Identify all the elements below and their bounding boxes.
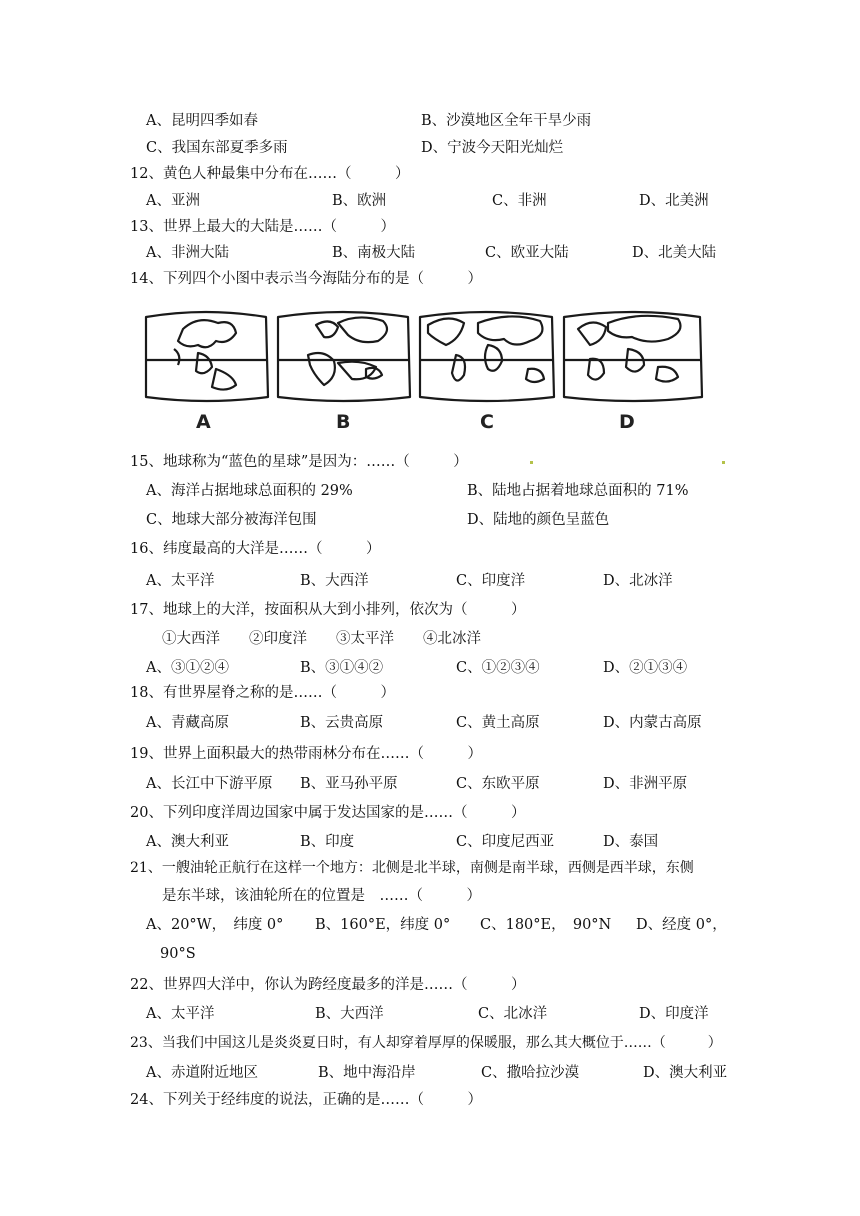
q21-option-a: A、20°W， 纬度 0° (146, 917, 284, 933)
q15-option-c: C、地球大部分被海洋包围 (146, 512, 317, 528)
q19-option-b: B、亚马孙平原 (300, 776, 398, 792)
q12-stem: 12、黄色人种最集中分布在……（ ） (130, 166, 410, 182)
q17-option-c: C、①②③④ (456, 660, 540, 676)
q21-stem-line1: 21、一艘油轮正航行在这样一个地方：北侧是北半球，南侧是南半球，西侧是西半球，东侧 (130, 860, 694, 876)
q20-option-c: C、印度尼西亚 (456, 834, 555, 850)
q12-option-c: C、非洲 (492, 193, 547, 209)
world-maps-figure (138, 305, 740, 435)
q17-stem: 17、地球上的大洋，按面积从大到小排列，依次为（ ） (130, 602, 526, 618)
q15-stem: 15、地球称为“蓝色的星球”是因为：……（ ） (130, 454, 468, 470)
map-label-c: C (480, 411, 494, 433)
q21-stem-line2: 是东半球，该油轮所在的位置是 ……（ ） (162, 888, 481, 904)
q15-option-a: A、海洋占据地球总面积的 29% (146, 483, 353, 499)
q23-option-a: A、赤道附近地区 (146, 1065, 258, 1081)
q17-option-b: B、③①④② (300, 660, 384, 676)
q15-option-d: D、陆地的颜色呈蓝色 (467, 512, 610, 528)
q23-option-d: D、澳大利亚 (643, 1065, 728, 1081)
q13-option-c: C、欧亚大陆 (485, 245, 569, 261)
q17-items: ①大西洋 ②印度洋 ③太平洋 ④北冰洋 (162, 631, 481, 647)
q23-option-b: B、地中海沿岸 (318, 1065, 416, 1081)
q19-stem: 19、世界上面积最大的热带雨林分布在……（ ） (130, 746, 482, 762)
q12-option-a: A、亚洲 (146, 193, 200, 209)
q20-stem: 20、下列印度洋周边国家中属于发达国家的是……（ ） (130, 805, 526, 821)
q16-stem: 16、纬度最高的大洋是……（ ） (130, 541, 381, 557)
map-b (278, 312, 410, 401)
q13-option-d: D、北美大陆 (632, 245, 717, 261)
q16-option-c: C、印度洋 (456, 573, 526, 589)
q17-option-a: A、③①②④ (146, 660, 229, 676)
q18-option-c: C、黄土高原 (456, 715, 540, 731)
q12-option-b: B、欧洲 (332, 193, 387, 209)
q18-stem: 18、有世界屋脊之称的是……（ ） (130, 685, 395, 701)
q13-option-a: A、非洲大陆 (146, 245, 229, 261)
q13-stem: 13、世界上最大的大陆是……（ ） (130, 219, 395, 235)
q18-option-b: B、云贵高原 (300, 715, 384, 731)
q16-option-a: A、太平洋 (146, 573, 215, 589)
q21-option-c: C、180°E， 90°N (480, 917, 612, 933)
scan-speck (530, 461, 533, 464)
q16-option-b: B、大西洋 (300, 573, 369, 589)
q20-option-b: B、印度 (300, 834, 355, 850)
map-c (420, 312, 554, 401)
q11-option-c: C、我国东部夏季多雨 (146, 140, 288, 156)
q22-option-a: A、太平洋 (146, 1006, 215, 1022)
map-label-d: D (619, 411, 635, 433)
q23-option-c: C、撒哈拉沙漠 (481, 1065, 580, 1081)
q19-option-d: D、非洲平原 (603, 776, 688, 792)
q11-option-b: B、沙漠地区全年干旱少雨 (421, 113, 592, 129)
map-d (564, 312, 702, 401)
scan-speck (722, 461, 725, 464)
q22-option-c: C、北冰洋 (478, 1006, 548, 1022)
q16-option-d: D、北冰洋 (603, 573, 673, 589)
q22-stem: 22、世界四大洋中，你认为跨经度最多的洋是……（ ） (130, 977, 526, 993)
map-label-a: A (196, 411, 211, 433)
world-maps-svg (138, 305, 740, 411)
q19-option-a: A、长江中下游平原 (146, 776, 273, 792)
q21-option-d: D、经度 0°， (636, 917, 727, 933)
q20-option-a: A、澳大利亚 (146, 834, 229, 850)
map-a (146, 312, 268, 401)
q23-stem: 23、当我们中国这儿是炎炎夏日时，有人却穿着厚厚的保暖服，那么其大概位于……（ ） (130, 1035, 722, 1051)
q13-option-b: B、南极大陆 (332, 245, 416, 261)
q21-option-b: B、160°E，纬度 0° (315, 917, 451, 933)
q18-option-a: A、青藏高原 (146, 715, 229, 731)
q18-option-d: D、内蒙古高原 (603, 715, 702, 731)
q19-option-c: C、东欧平原 (456, 776, 540, 792)
q21-option-d-cont: 90°S (160, 946, 196, 962)
q24-stem: 24、下列关于经纬度的说法，正确的是……（ ） (130, 1092, 482, 1108)
q14-stem: 14、下列四个小图中表示当今海陆分布的是（ ） (130, 271, 482, 287)
q22-option-d: D、印度洋 (639, 1006, 709, 1022)
q12-option-d: D、北美洲 (639, 193, 709, 209)
q20-option-d: D、泰国 (603, 834, 659, 850)
q17-option-d: D、②①③④ (603, 660, 688, 676)
map-label-b: B (336, 411, 351, 433)
q11-option-a: A、昆明四季如春 (146, 113, 258, 129)
q11-option-d: D、宁波今天阳光灿烂 (421, 140, 564, 156)
q22-option-b: B、大西洋 (315, 1006, 384, 1022)
q15-option-b: B、陆地占据着地球总面积的 71% (467, 483, 689, 499)
